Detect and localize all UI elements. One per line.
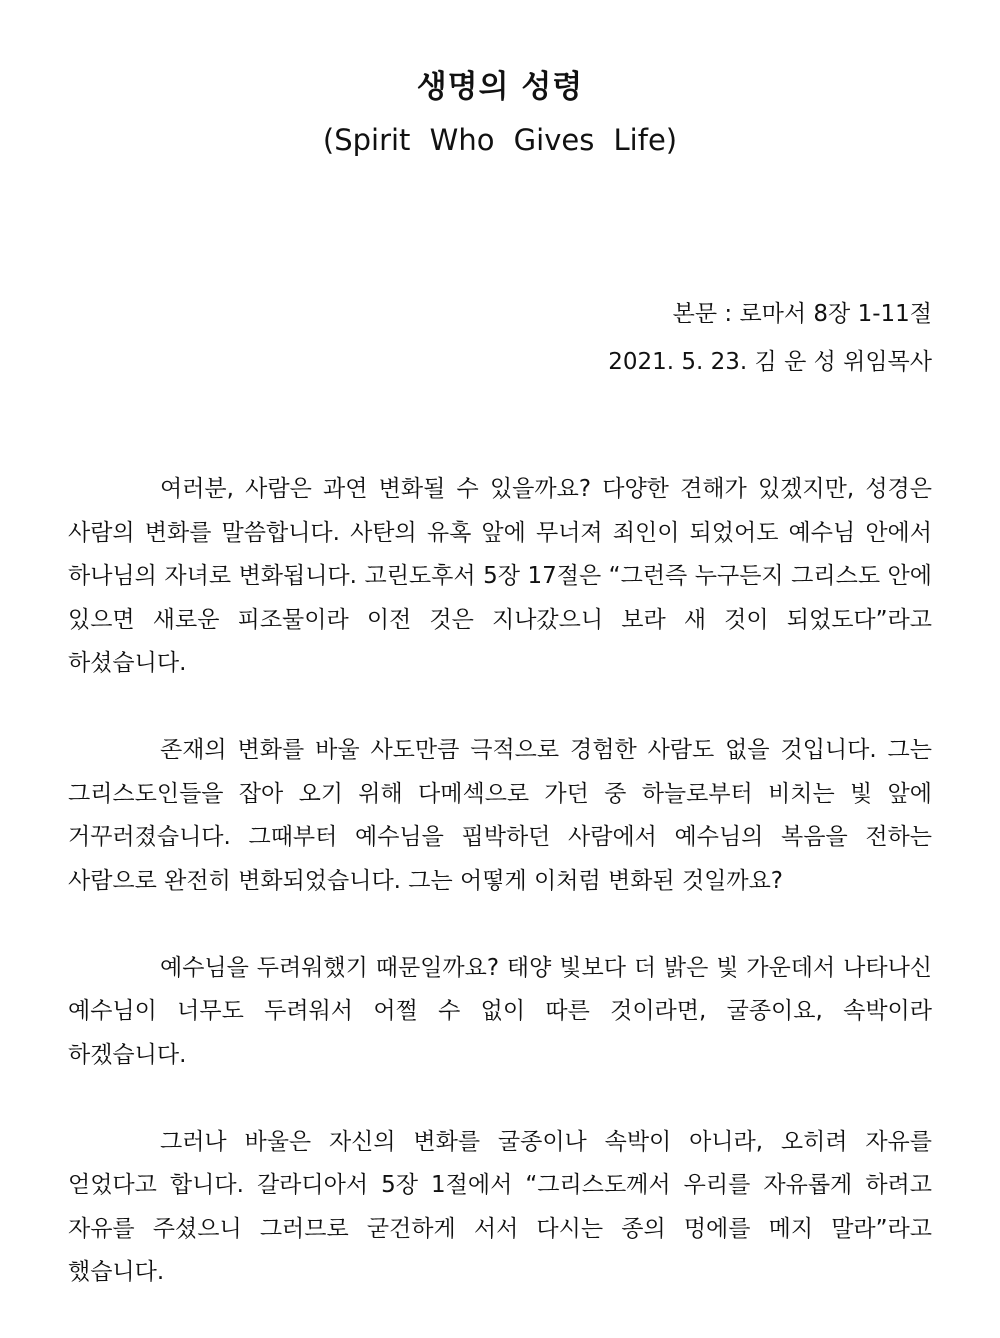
sermon-title: 생명의 성령 [416,69,584,105]
paragraph: 존재의 변화를 바울 사도만큼 극적으로 경험한 사람도 없을 것입니다. 그는 그리스도인들을 잡아 오기 위해 다메섹으로 가던 중 하늘로부터 비치는 빛 앞에 거꾸러졌습니다. 그때부터 예수님을 핍박하던 사람에서 예수님의 복음을 전하는 사람으로 완전히 변화되었습니다. 그는 어떻게 이처럼 변화된 것일까요? [68,737,932,894]
sermon-body [68,468,932,1338]
date-and-author: 2021. 5. 23. 김 운 성 위임목사 [608,349,932,375]
scripture-reference: 본문 : 로마서 8장 1-11절 [672,301,932,327]
paragraph: 예수님을 두려워했기 때문일까요? 태양 빛보다 더 밝은 빛 가운데서 나타나신 예수님이 너무도 두려워서 어쩔 수 없이 따른 것이라면, 굴종이요, 속박이라 하겠습니다. [68,954,932,1068]
title-block [0,60,1000,166]
sermon-meta [608,290,932,386]
paragraph: 그러나 바울은 자신의 변화를 굴종이나 속박이 아니라, 오히려 자유를 얻었다고 합니다. 갈라디아서 5장 1절에서 “그리스도께서 우리를 자유롭게 하려고 자유를 주셨으니 그러므로 굳건하게 서서 다시는 종의 멍에를 메지 말라”라고 했습니다. [68,1128,932,1285]
sermon-subtitle: (Spirit Who Gives Life) [322,123,678,157]
paragraph: 여러분, 사람은 과연 변화될 수 있을까요? 다양한 견해가 있겠지만, 성경은 사람의 변화를 말씀합니다. 사탄의 유혹 앞에 무너져 죄인이 되었어도 예수님 안에서 하나님의 자녀로 변화됩니다. 고린도후서 5장 17절은 “그런즉 누구든지 그리스도 안에 있으면 새로운 피조물이라 이전 것은 지나갔으니 보라 새 것이 되었도다”라고 하셨습니다. [68,476,932,676]
